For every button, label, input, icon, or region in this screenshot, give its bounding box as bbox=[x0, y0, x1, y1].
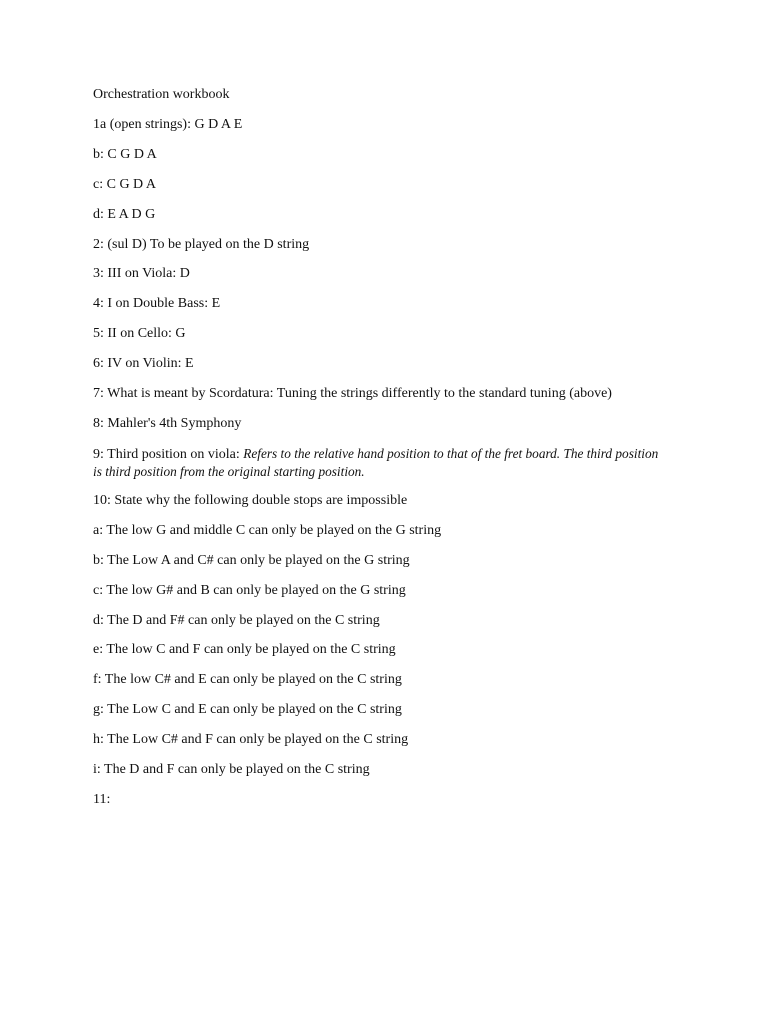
answer-4: 4: I on Double Bass: E bbox=[93, 296, 221, 311]
answer-9-label: 9: Third position on viola: bbox=[93, 447, 244, 462]
answer-1d: d: E A D G bbox=[93, 207, 156, 222]
answer-10b: b: The Low A and C# can only be played on the G string bbox=[93, 553, 410, 568]
answer-10e: e: The low C and F can only be played on the C string bbox=[93, 642, 396, 657]
answer-10f: f: The low C# and E can only be played on the C string bbox=[93, 672, 402, 687]
answer-2: 2: (sul D) To be played on the D string bbox=[93, 237, 310, 252]
answer-1b: b: C G D A bbox=[93, 147, 157, 162]
document-title: Orchestration workbook bbox=[93, 87, 230, 102]
answer-1c: c: C G D A bbox=[93, 177, 156, 192]
answer-8: 8: Mahler's 4th Symphony bbox=[93, 416, 242, 431]
answer-10a: a: The low G and middle C can only be played on the G string bbox=[93, 523, 442, 538]
answer-5: 5: II on Cello: G bbox=[93, 326, 186, 341]
question-10: 10: State why the following double stops are impossible bbox=[93, 493, 408, 508]
answer-10g: g: The Low C and E can only be played on the C string bbox=[93, 702, 402, 717]
answer-9-text: Refers to the relative hand position to that of the fret board. The third position is third position from the original starting position. bbox=[93, 446, 659, 479]
answer-10i: i: The D and F can only be played on the C string bbox=[93, 762, 370, 777]
answer-10c: c: The low G# and B can only be played on the G string bbox=[93, 583, 406, 598]
answer-10h: h: The Low C# and F can only be played on the C string bbox=[93, 732, 409, 747]
answer-7: 7: What is meant by Scordatura: Tuning the strings differently to the standard tuning (above) bbox=[93, 386, 612, 401]
answer-1a: 1a (open strings): G D A E bbox=[93, 117, 243, 132]
answer-3: 3: III on Viola: D bbox=[93, 266, 190, 281]
answer-11: 11: bbox=[93, 792, 111, 807]
answer-6: 6: IV on Violin: E bbox=[93, 356, 194, 371]
answer-9 bbox=[93, 445, 663, 481]
answer-10d: d: The D and F# can only be played on the C string bbox=[93, 613, 380, 628]
